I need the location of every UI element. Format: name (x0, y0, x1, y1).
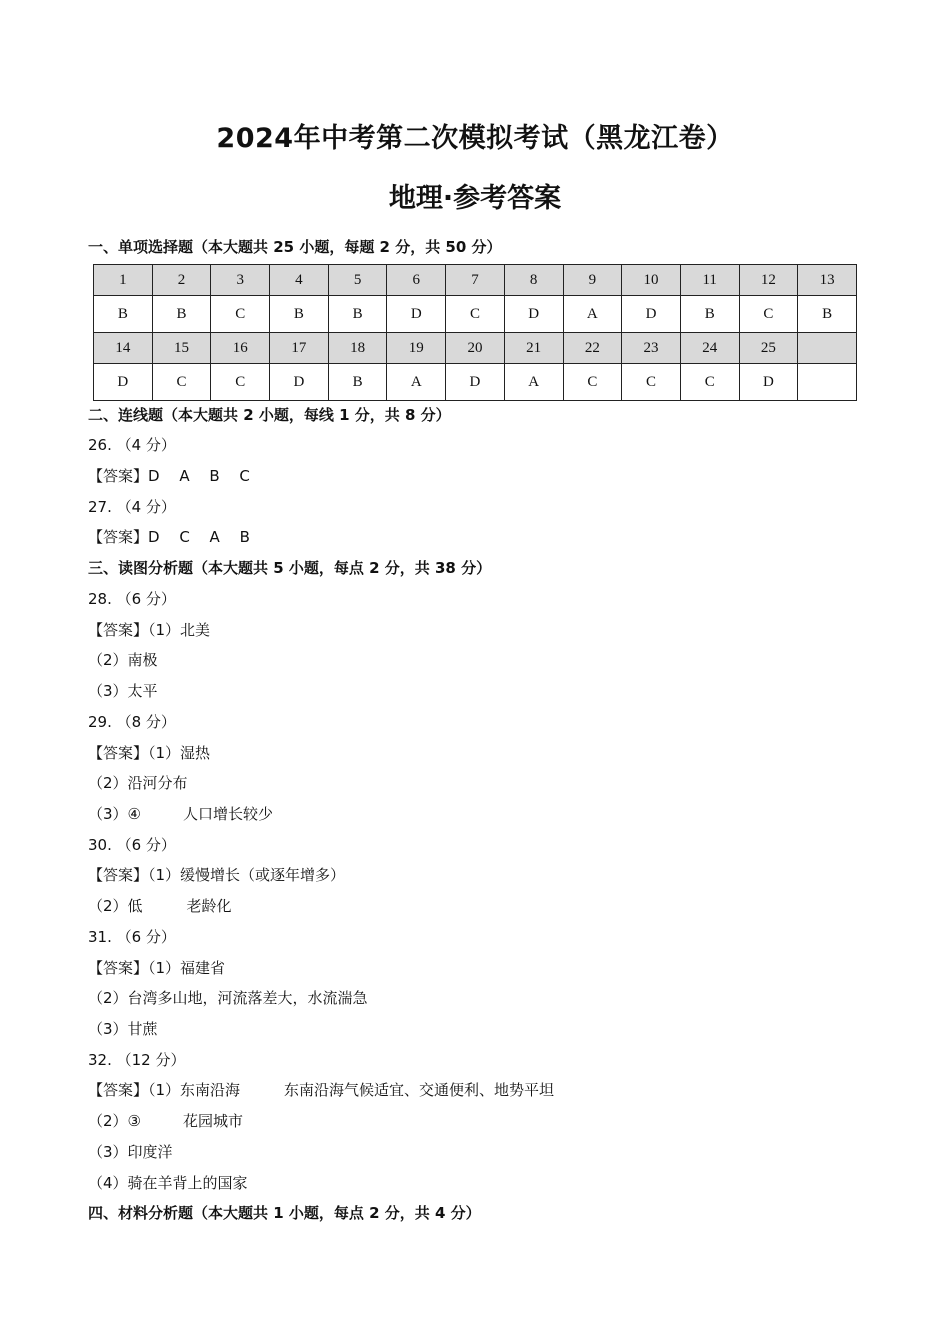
table-cell: 22 (563, 333, 622, 364)
table-cell: 10 (622, 265, 681, 296)
table-row (94, 296, 857, 333)
table-cell: B (270, 296, 329, 333)
table-cell: 12 (739, 265, 798, 296)
answer-part: 人口增长较少 (183, 805, 274, 823)
answer-part: 东南沿海气候适宜、交通便利、地势平坦 (284, 1081, 555, 1099)
answer-part: （2）低 (88, 897, 143, 915)
table-cell: B (798, 296, 857, 333)
table-cell: 23 (622, 333, 681, 364)
table-cell: 8 (504, 265, 563, 296)
table-cell: 9 (563, 265, 622, 296)
question-31: 31. （6 分） (88, 928, 176, 946)
table-cell: 25 (739, 333, 798, 364)
question-32: 32. （12 分） (88, 1051, 186, 1069)
table-cell: C (739, 296, 798, 333)
table-cell: A (387, 364, 446, 401)
answer-28-3: （3）太平 (88, 682, 158, 700)
table-cell: B (152, 296, 211, 333)
answer-table (93, 264, 857, 401)
table-cell: 14 (94, 333, 153, 364)
table-cell: D (504, 296, 563, 333)
answer-32-3: （3）印度洋 (88, 1143, 173, 1161)
table-cell: B (680, 296, 739, 333)
section-heading-2: 二、连线题（本大题共 2 小题，每线 1 分，共 8 分） (88, 406, 451, 424)
answer-27: 【答案】D C A B (88, 528, 250, 546)
table-cell: 6 (387, 265, 446, 296)
answer-28-2: （2）南极 (88, 651, 158, 669)
table-row (94, 333, 857, 364)
table-cell: C (622, 364, 681, 401)
table-cell: D (94, 364, 153, 401)
table-cell: A (504, 364, 563, 401)
table-cell: C (211, 296, 270, 333)
answer-part: 老龄化 (186, 897, 232, 915)
table-cell: B (328, 364, 387, 401)
table-cell: 18 (328, 333, 387, 364)
section-heading-3: 三、读图分析题（本大题共 5 小题，每点 2 分，共 38 分） (88, 559, 492, 577)
table-row (94, 265, 857, 296)
question-29: 29. （8 分） (88, 713, 176, 731)
answer-part: 花园城市 (183, 1112, 244, 1130)
table-cell: 19 (387, 333, 446, 364)
table-cell: C (152, 364, 211, 401)
table-cell: 3 (211, 265, 270, 296)
answer-29-3 (88, 803, 273, 824)
answer-30-1: 【答案】（1）缓慢增长（或逐年增多） (88, 866, 346, 884)
table-cell: 2 (152, 265, 211, 296)
table-cell: 4 (270, 265, 329, 296)
table-cell: D (270, 364, 329, 401)
table-cell: 17 (270, 333, 329, 364)
table-cell: C (211, 364, 270, 401)
answer-26: 【答案】D A B C (88, 467, 250, 485)
answer-31-1: 【答案】（1）福建省 (88, 959, 226, 977)
table-cell: 1 (94, 265, 153, 296)
answer-32-4: （4）骑在羊背上的国家 (88, 1174, 248, 1192)
question-27: 27. （4 分） (88, 498, 176, 516)
table-cell: C (680, 364, 739, 401)
table-cell: C (446, 296, 505, 333)
question-26: 26. （4 分） (88, 436, 176, 454)
table-cell: B (328, 296, 387, 333)
table-cell: 21 (504, 333, 563, 364)
table-cell: C (563, 364, 622, 401)
table-cell: D (387, 296, 446, 333)
answer-30-2 (88, 895, 232, 916)
table-cell: 24 (680, 333, 739, 364)
table-row (94, 364, 857, 401)
table-cell: D (739, 364, 798, 401)
table-cell: B (94, 296, 153, 333)
table-cell: 15 (152, 333, 211, 364)
table-cell: 16 (211, 333, 270, 364)
answer-29-2: （2）沿河分布 (88, 774, 188, 792)
table-cell (798, 333, 857, 364)
table-cell: 11 (680, 265, 739, 296)
answer-part: 【答案】（1）东南沿海 (88, 1081, 241, 1099)
table-cell: D (622, 296, 681, 333)
answer-part: （3）④ (88, 805, 141, 823)
answer-part: （2）③ (88, 1112, 141, 1130)
page-subtitle: 地理·参考答案 (388, 183, 562, 214)
question-30: 30. （6 分） (88, 836, 176, 854)
table-cell: 20 (446, 333, 505, 364)
table-cell: A (563, 296, 622, 333)
question-28: 28. （6 分） (88, 590, 176, 608)
table-cell (798, 364, 857, 401)
table-cell: D (446, 364, 505, 401)
section-heading-1: 一、单项选择题（本大题共 25 小题，每题 2 分，共 50 分） (88, 238, 502, 256)
section-heading-4: 四、材料分析题（本大题共 1 小题，每点 2 分，共 4 分） (88, 1204, 481, 1222)
table-cell: 7 (446, 265, 505, 296)
answer-31-2: （2）台湾多山地，河流落差大，水流湍急 (88, 989, 368, 1007)
answer-32-1 (88, 1079, 554, 1100)
answer-29-1: 【答案】（1）湿热 (88, 744, 211, 762)
table-cell: 5 (328, 265, 387, 296)
answer-28-1: 【答案】（1）北美 (88, 621, 211, 639)
answer-31-3: （3）甘蔗 (88, 1020, 158, 1038)
page-title: 2024年中考第二次模拟考试（黑龙江卷） (216, 123, 734, 154)
table-cell: 13 (798, 265, 857, 296)
answer-32-2 (88, 1110, 243, 1131)
